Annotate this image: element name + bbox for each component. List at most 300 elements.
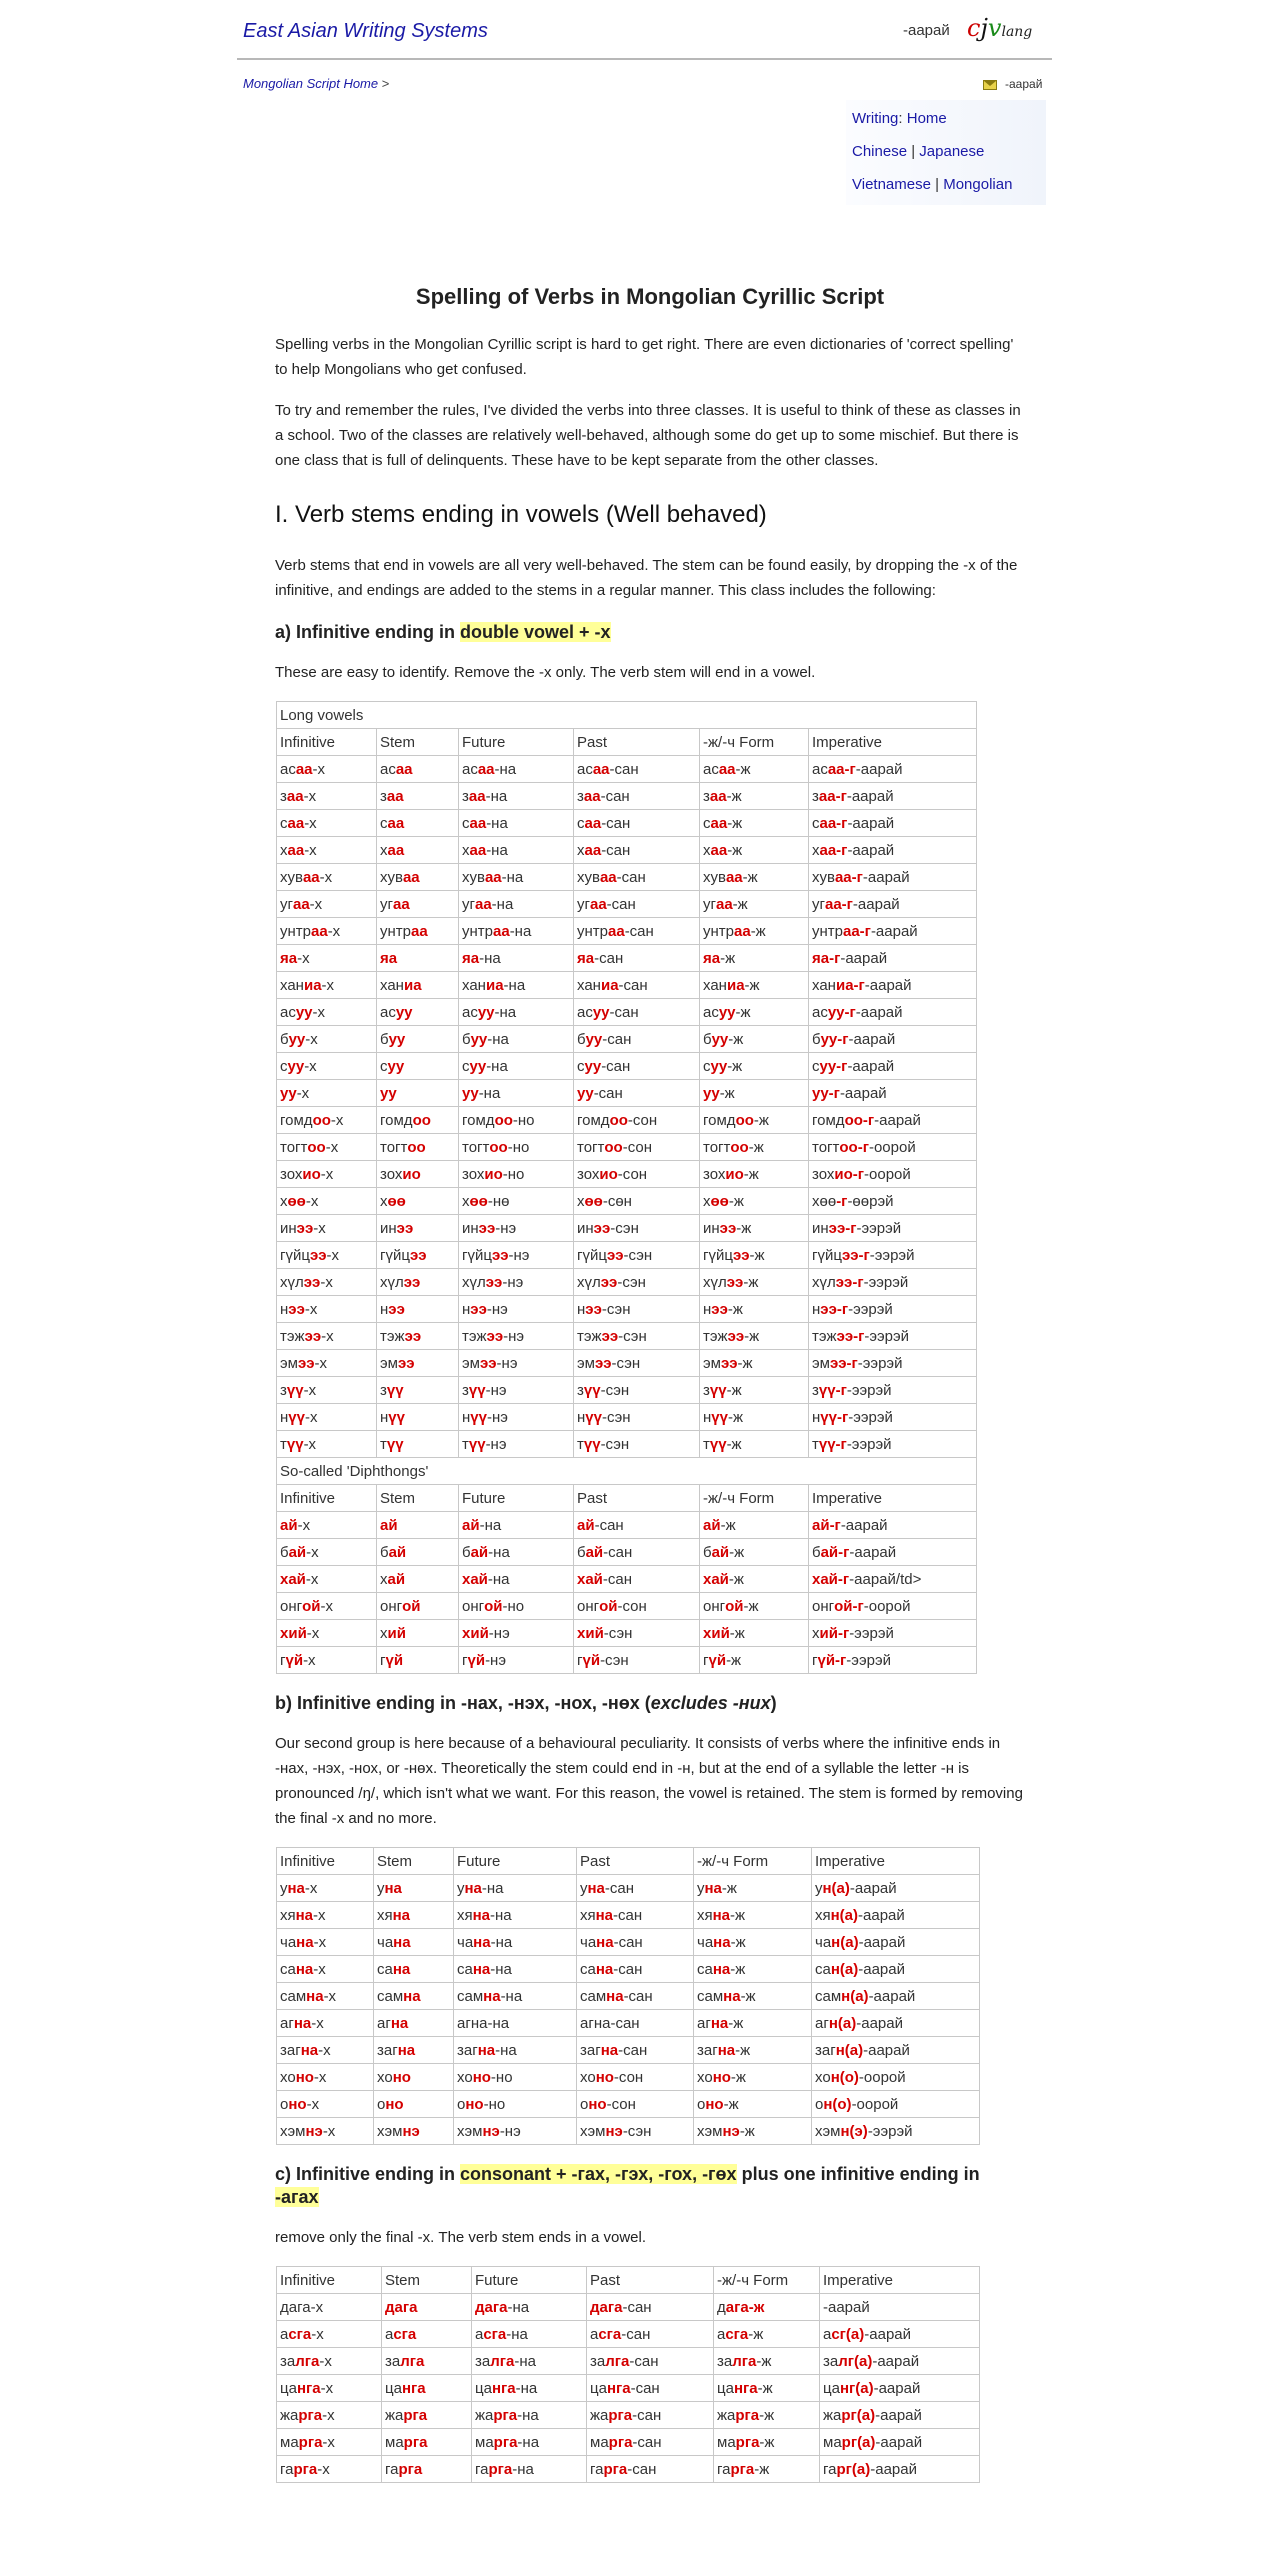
table-cell: эмээ-ж <box>700 1350 809 1377</box>
nav-home-link[interactable]: Home <box>906 110 947 127</box>
table-cell: эмээ <box>377 1350 459 1377</box>
table-row <box>277 1161 977 1188</box>
table-cell: бай-х <box>277 1539 377 1566</box>
table-cell: ханиа-на <box>459 972 574 999</box>
table-cell: ай-на <box>459 1512 574 1539</box>
mail-label[interactable]: -аарай <box>1005 77 1043 91</box>
column-header: Infinitive <box>277 729 377 756</box>
table-cell: инээ-г-ээрэй <box>809 1215 977 1242</box>
table-row <box>277 783 977 810</box>
table-cell: тэжээ-нэ <box>459 1323 574 1350</box>
table-cell: түү <box>377 1431 459 1458</box>
table-cell: цанга <box>382 2375 472 2402</box>
table-header-row <box>277 1485 977 1512</box>
nav-vietnamese-link[interactable]: Vietnamese <box>852 176 931 193</box>
table-cell: яа-г-аарай <box>809 945 977 972</box>
table-cell: агна-ж <box>694 2010 812 2037</box>
table-row <box>277 1215 977 1242</box>
table-cell: зохио-ж <box>700 1161 809 1188</box>
table-cell: асаа-ж <box>700 756 809 783</box>
table-cell: жарга-х <box>277 2402 382 2429</box>
table-cell: инээ-нэ <box>459 1215 574 1242</box>
table-cell: уу-х <box>277 1080 377 1107</box>
subsection-a-text: These are easy to identify. Remove the -x only. The verb stem will end in a vowel. <box>275 664 816 681</box>
table-cell: хөө <box>377 1188 459 1215</box>
nav-row-chinese: Chinese | Japanese <box>852 143 985 160</box>
table-cell: асга-на <box>472 2321 587 2348</box>
table-cell: угаа-на <box>459 891 574 918</box>
table-cell: саа-ж <box>700 810 809 837</box>
table-cell: асаа-г-аарай <box>809 756 977 783</box>
table-cell: суу-сан <box>574 1053 700 1080</box>
table-cell: тогтоо-сон <box>574 1134 700 1161</box>
table-cell: бай-сан <box>574 1539 700 1566</box>
table-cell: жарг(а)-аарай <box>820 2402 980 2429</box>
table-cell: оно <box>374 2091 454 2118</box>
table-cell: залга-ж <box>714 2348 820 2375</box>
breadcrumb <box>243 76 389 91</box>
subsection-c-heading: c) Infinitive ending in consonant + -гах, -гэх, -гох, -гөх plus one infinitive ending in -агах <box>275 2164 980 2207</box>
table-cell: буу-на <box>459 1026 574 1053</box>
table-cell: саа-х <box>277 810 377 837</box>
table-cell: хай-ж <box>700 1566 809 1593</box>
table-cell: гүй <box>377 1647 459 1674</box>
table-header-row <box>277 2267 980 2294</box>
column-header: Imperative <box>809 1485 977 1512</box>
table-cell: яа-сан <box>574 945 700 972</box>
table-cell: гүйцээ-х <box>277 1242 377 1269</box>
table-caption: Long vowels <box>277 702 977 729</box>
table-cell: саа <box>377 810 459 837</box>
table-cell: саа-г-аарай <box>809 810 977 837</box>
table-cell: гомдоо-ж <box>700 1107 809 1134</box>
table-cell: асга-ж <box>714 2321 820 2348</box>
table-row <box>277 1296 977 1323</box>
subsection-a-heading: a) Infinitive ending in double vowel + -x <box>275 622 611 642</box>
table-cell: хэмнэ-нэ <box>454 2118 577 2145</box>
table-cell: хэмнэ <box>374 2118 454 2145</box>
table-cell: онгой-г-оорой <box>809 1593 977 1620</box>
table-cell: буу-х <box>277 1026 377 1053</box>
table-cell: зүү-ж <box>700 1377 809 1404</box>
table-row <box>277 756 977 783</box>
table-cell: нүү-ж <box>700 1404 809 1431</box>
site-title[interactable]: East Asian Writing Systems <box>243 20 488 42</box>
table-cell: заа-ж <box>700 783 809 810</box>
nav-chinese-link[interactable]: Chinese <box>852 143 908 160</box>
table-row <box>277 972 977 999</box>
table-row <box>277 1269 977 1296</box>
table-row <box>277 1080 977 1107</box>
table-row <box>277 1539 977 1566</box>
table-row <box>277 945 977 972</box>
table-cell: асаа-сан <box>574 756 700 783</box>
table-cell: жарга-на <box>472 2402 587 2429</box>
table-cell: агна-сан <box>577 2010 694 2037</box>
table-cell: загна-х <box>277 2037 374 2064</box>
table-cell: чана <box>374 1929 454 1956</box>
column-header: -ж/-ч Form <box>700 729 809 756</box>
table-row <box>277 864 977 891</box>
table-cell: нүү-х <box>277 1404 377 1431</box>
table-cell: буу-ж <box>700 1026 809 1053</box>
table-cell: залга-сан <box>587 2348 714 2375</box>
table-cell: загна-на <box>454 2037 577 2064</box>
column-header: Past <box>587 2267 714 2294</box>
table-row <box>277 1242 977 1269</box>
table-cell: бай-на <box>459 1539 574 1566</box>
table-cell: самна-на <box>454 1983 577 2010</box>
table-cell: самна-ж <box>694 1983 812 2010</box>
table-row <box>277 999 977 1026</box>
table-cell: хяна-ж <box>694 1902 812 1929</box>
table-cell: хөө-х <box>277 1188 377 1215</box>
table-cell: цанга-на <box>472 2375 587 2402</box>
column-header: Stem <box>377 729 459 756</box>
table-cell: тэжээ-ж <box>700 1323 809 1350</box>
table-cell: хян(а)-аарай <box>812 1902 980 1929</box>
nav-row-writing: Writing: Home <box>852 110 947 127</box>
table-cell: нээ-нэ <box>459 1296 574 1323</box>
table-cell: хий-г-ээрэй <box>809 1620 977 1647</box>
table-cell: асуу-ж <box>700 999 809 1026</box>
table-cell: самна <box>374 1983 454 2010</box>
table-cell: гарг(а)-аарай <box>820 2456 980 2483</box>
table-cell: уу-г-аарай <box>809 1080 977 1107</box>
table-cell: гүйцээ-г-ээрэй <box>809 1242 977 1269</box>
verb-table-b <box>276 1847 980 2145</box>
table-cell: заа-сан <box>574 783 700 810</box>
column-header: Past <box>574 1485 700 1512</box>
table-cell: унтраа-х <box>277 918 377 945</box>
mail-link[interactable] <box>983 77 1042 91</box>
table-row <box>277 1377 977 1404</box>
table-cell: гарга <box>382 2456 472 2483</box>
table-cell: ханиа-г-аарай <box>809 972 977 999</box>
table-row <box>277 1566 977 1593</box>
table-cell: зохио-но <box>459 1161 574 1188</box>
table-cell: тогтоо-но <box>459 1134 574 1161</box>
table-row <box>277 891 977 918</box>
table-row <box>277 837 977 864</box>
table-cell: цанга-ж <box>714 2375 820 2402</box>
table-cell: сана <box>374 1956 454 1983</box>
table-cell: хэмнэ-ж <box>694 2118 812 2145</box>
table-cell: тэжээ-х <box>277 1323 377 1350</box>
table-cell: нээ-г-ээрэй <box>809 1296 977 1323</box>
table-cell: хүлээ-х <box>277 1269 377 1296</box>
table-cell: оно-сон <box>577 2091 694 2118</box>
table-cell: оно-х <box>277 2091 374 2118</box>
table-cell: хон(о)-оорой <box>812 2064 980 2091</box>
cjvlang-logo[interactable]: cjvlang <box>967 14 1033 42</box>
table-cell: хуваа <box>377 864 459 891</box>
column-header: Future <box>454 1848 577 1875</box>
table-cell: залг(а)-аарай <box>820 2348 980 2375</box>
table-cell: саа-на <box>459 810 574 837</box>
table-cell: гүйцээ <box>377 1242 459 1269</box>
table-cell: залга-на <box>472 2348 587 2375</box>
table-cell: хөө-г-өөрэй <box>809 1188 977 1215</box>
table-cell: гүйцээ-нэ <box>459 1242 574 1269</box>
table-cell: заа <box>377 783 459 810</box>
table-cell: сана-х <box>277 1956 374 1983</box>
table-row <box>277 1983 980 2010</box>
table-cell: гомдоо-сон <box>574 1107 700 1134</box>
table-cell: гүй-г-ээрэй <box>809 1647 977 1674</box>
column-header: Imperative <box>809 729 977 756</box>
table-cell: эмээ-нэ <box>459 1350 574 1377</box>
table-cell: нүү-г-ээрэй <box>809 1404 977 1431</box>
table-cell: сана-ж <box>694 1956 812 1983</box>
table-cell: инээ-сэн <box>574 1215 700 1242</box>
table-cell: залга-х <box>277 2348 382 2375</box>
column-header: Imperative <box>812 1848 980 1875</box>
table-cell: асуу-г-аарай <box>809 999 977 1026</box>
table-cell: хуваа-х <box>277 864 377 891</box>
table-row <box>277 2321 980 2348</box>
table-cell: хэмнэ-сэн <box>577 2118 694 2145</box>
table-cell: ай-х <box>277 1512 377 1539</box>
table-cell: хоно <box>374 2064 454 2091</box>
table-cell: зохио <box>377 1161 459 1188</box>
table-row <box>277 1647 977 1674</box>
table-cell: гарга-сан <box>587 2456 714 2483</box>
table-cell: яа-на <box>459 945 574 972</box>
table-cell: тэжээ-г-ээрэй <box>809 1323 977 1350</box>
table-cell: суу <box>377 1053 459 1080</box>
subsection-b-heading: b) Infinitive ending in -нах, -нэх, -нох, -нөх (excludes -нuх) <box>275 1693 777 1713</box>
table-cell: хуваа-ж <box>700 864 809 891</box>
table-cell: нээ-ж <box>700 1296 809 1323</box>
table-cell: хяна-х <box>277 1902 374 1929</box>
table-cell: суу-на <box>459 1053 574 1080</box>
table-cell: ай-сан <box>574 1512 700 1539</box>
table-cell: гүйцээ-сэн <box>574 1242 700 1269</box>
language-link[interactable]: -аарай <box>903 22 950 39</box>
table-cell: гүй-ж <box>700 1647 809 1674</box>
table-cell: хүлээ-сэн <box>574 1269 700 1296</box>
table-cell: дага <box>382 2294 472 2321</box>
verb-table-c <box>276 2266 980 2483</box>
table-cell: гарга-ж <box>714 2456 820 2483</box>
table-cell: марга-ж <box>714 2429 820 2456</box>
nav-japanese-link[interactable]: Japanese <box>919 143 985 160</box>
table-cell: онгой-ж <box>700 1593 809 1620</box>
table-cell: нүү-нэ <box>459 1404 574 1431</box>
table-cell: хаа-х <box>277 837 377 864</box>
table-cell: суу-г-аарай <box>809 1053 977 1080</box>
table-cell: нээ-сэн <box>574 1296 700 1323</box>
table-cell: инээ-х <box>277 1215 377 1242</box>
table-cell: угаа-г-аарай <box>809 891 977 918</box>
table-cell: чана-ж <box>694 1929 812 1956</box>
table-cell: дага-на <box>472 2294 587 2321</box>
table-caption-row <box>277 702 977 729</box>
table-cell: бай-ж <box>700 1539 809 1566</box>
table-cell: дага-х <box>277 2294 382 2321</box>
table-cell: гомдоо <box>377 1107 459 1134</box>
table-cell: гомдоо-г-аарай <box>809 1107 977 1134</box>
table-cell: гомдоо-х <box>277 1107 377 1134</box>
table-cell: хоно-х <box>277 2064 374 2091</box>
table-cell: асуу <box>377 999 459 1026</box>
table-cell: угаа-сан <box>574 891 700 918</box>
table-cell: чана-х <box>277 1929 374 1956</box>
table-cell: хий-х <box>277 1620 377 1647</box>
table-header-row <box>277 729 977 756</box>
table-cell: онгой-но <box>459 1593 574 1620</box>
table-cell: тогтоо <box>377 1134 459 1161</box>
table-row <box>277 2037 980 2064</box>
table-cell: хэмнэ-х <box>277 2118 374 2145</box>
table-cell: онгой-сон <box>574 1593 700 1620</box>
breadcrumb-home-link[interactable]: Mongolian Script Home <box>243 76 379 91</box>
table-cell: гүй-нэ <box>459 1647 574 1674</box>
table-cell: хаа <box>377 837 459 864</box>
table-cell: унтраа-на <box>459 918 574 945</box>
table-cell: гүй-сэн <box>574 1647 700 1674</box>
table-cell: угаа-ж <box>700 891 809 918</box>
envelope-icon[interactable] <box>983 80 997 90</box>
table-row <box>277 2091 980 2118</box>
column-header: Past <box>574 729 700 756</box>
table-row <box>277 1593 977 1620</box>
table-cell: хий-нэ <box>459 1620 574 1647</box>
table-cell: онгой-х <box>277 1593 377 1620</box>
site-header <box>237 0 1052 60</box>
table-row <box>277 2118 980 2145</box>
breadcrumb-separator: > <box>381 76 390 91</box>
table-cell: уна-х <box>277 1875 374 1902</box>
column-header: Imperative <box>820 2267 980 2294</box>
table-cell: тэжээ <box>377 1323 459 1350</box>
table-cell: хоно-но <box>454 2064 577 2091</box>
table-cell: загна-сан <box>577 2037 694 2064</box>
table-cell: хаа-ж <box>700 837 809 864</box>
nav-row-vietnamese: Vietnamese | Mongolian <box>852 176 1013 193</box>
table-cell: самн(а)-аарай <box>812 1983 980 2010</box>
table-row <box>277 2375 980 2402</box>
nav-mongolian-link[interactable]: Mongolian <box>943 176 1013 193</box>
table-cell: буу-г-аарай <box>809 1026 977 1053</box>
table-cell: саа-сан <box>574 810 700 837</box>
table-caption: So-called 'Diphthongs' <box>277 1458 977 1485</box>
table-cell: унтраа-ж <box>700 918 809 945</box>
table-row <box>277 2402 980 2429</box>
table-cell: хаа-на <box>459 837 574 864</box>
table-cell: эмээ-х <box>277 1350 377 1377</box>
table-cell: ай <box>377 1512 459 1539</box>
table-row <box>277 810 977 837</box>
table-cell: хий-сэн <box>574 1620 700 1647</box>
table-cell: жарга <box>382 2402 472 2429</box>
table-cell: хай-х <box>277 1566 377 1593</box>
table-cell: асуу-сан <box>574 999 700 1026</box>
table-cell: асуу-х <box>277 999 377 1026</box>
table-cell: түү-ж <box>700 1431 809 1458</box>
table-cell: ханиа-ж <box>700 972 809 999</box>
column-header: Stem <box>377 1485 459 1512</box>
table-cell: тогтоо-ж <box>700 1134 809 1161</box>
table-cell: хуваа-сан <box>574 864 700 891</box>
nav-writing-link[interactable]: Writing <box>852 110 899 127</box>
table-cell: унтраа-сан <box>574 918 700 945</box>
table-row <box>277 1902 980 1929</box>
table-row <box>277 1107 977 1134</box>
table-cell: хай-сан <box>574 1566 700 1593</box>
table-cell: чана-на <box>454 1929 577 1956</box>
table-cell: самна-сан <box>577 1983 694 2010</box>
table-cell: асаа-на <box>459 756 574 783</box>
table-cell: нээ <box>377 1296 459 1323</box>
table-cell: заа-х <box>277 783 377 810</box>
table-cell: хяна-на <box>454 1902 577 1929</box>
table-cell: угаа-х <box>277 891 377 918</box>
table-row <box>277 1431 977 1458</box>
column-header: Infinitive <box>277 1848 374 1875</box>
table-cell: заа-на <box>459 783 574 810</box>
table-row <box>277 1350 977 1377</box>
table-cell: асга-х <box>277 2321 382 2348</box>
table-cell: уу-на <box>459 1080 574 1107</box>
table-cell: агна-на <box>454 2010 577 2037</box>
table-row <box>277 1053 977 1080</box>
table-cell: эмээ-сэн <box>574 1350 700 1377</box>
column-header: Future <box>459 1485 574 1512</box>
table-cell: цанга-сан <box>587 2375 714 2402</box>
column-header: -ж/-ч Form <box>714 2267 820 2294</box>
site-nav-box <box>846 100 1046 205</box>
table-cell: нүү <box>377 1404 459 1431</box>
table-cell: зүү-сэн <box>574 1377 700 1404</box>
table-cell: хөө-ж <box>700 1188 809 1215</box>
main-content <box>275 278 1025 2501</box>
table-cell: ай-г-аарай <box>809 1512 977 1539</box>
table-cell: хай-на <box>459 1566 574 1593</box>
table-cell: зохио-сон <box>574 1161 700 1188</box>
table-cell: -аарай <box>820 2294 980 2321</box>
table-cell: асг(а)-аарай <box>820 2321 980 2348</box>
table-cell: хай-г-аарай/td> <box>809 1566 977 1593</box>
table-cell: түү-х <box>277 1431 377 1458</box>
table-cell: агна-х <box>277 2010 374 2037</box>
table-cell: хуваа-на <box>459 864 574 891</box>
table-cell: ханиа <box>377 972 459 999</box>
table-cell: хөө-нө <box>459 1188 574 1215</box>
table-cell: яа-х <box>277 945 377 972</box>
table-cell: уу-ж <box>700 1080 809 1107</box>
table-cell: эмээ-г-ээрэй <box>809 1350 977 1377</box>
table-cell: асуу-на <box>459 999 574 1026</box>
table-cell: чан(а)-аарай <box>812 1929 980 1956</box>
table-cell: буу-сан <box>574 1026 700 1053</box>
table-cell: ун(а)-аарай <box>812 1875 980 1902</box>
table-cell: марга <box>382 2429 472 2456</box>
table-cell: гарга-на <box>472 2456 587 2483</box>
table-cell: асга <box>382 2321 472 2348</box>
table-cell: жарга-ж <box>714 2402 820 2429</box>
table-cell: хөө-сөн <box>574 1188 700 1215</box>
table-cell: оно-ж <box>694 2091 812 2118</box>
column-header: -ж/-ч Form <box>700 1485 809 1512</box>
table-cell: яа <box>377 945 459 972</box>
table-cell: хэмн(э)-ээрэй <box>812 2118 980 2145</box>
table-row <box>277 1323 977 1350</box>
table-cell: унтраа-г-аарай <box>809 918 977 945</box>
table-cell: инээ <box>377 1215 459 1242</box>
table-cell: хоно-сон <box>577 2064 694 2091</box>
